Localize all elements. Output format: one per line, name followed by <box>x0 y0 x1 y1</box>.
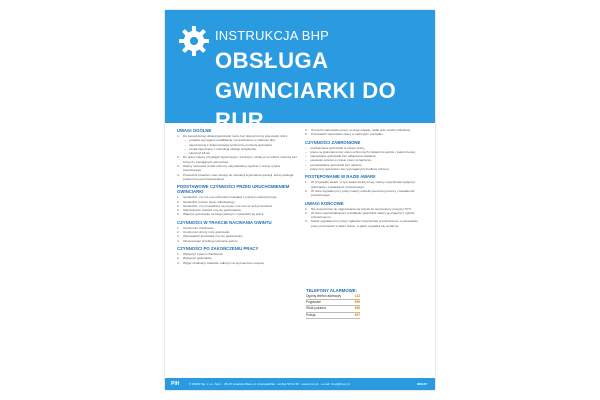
poster-content <box>165 128 435 378</box>
publisher-info: © ZNOR Sp. z o.o. Sp.k. · 86-07 Gdańsk-Oliwa, ul. Grunwaldzka · tel./fax 58 34 50 · www.znoz.pl · e-mail: znoz@znoz.pl <box>189 382 350 386</box>
section-title: CZYNNOŚCI W TRAKCIE NACINANIA GWINTU <box>177 219 272 225</box>
list-item: 3. Wyjąć obrabiany materiał i odłożyć na wyznaczone miejsce. <box>177 260 265 265</box>
phone-row: Ogólny telefon alarmowy 112 <box>306 294 360 300</box>
list-subitem: – posiada wymagane kwalifikacje i przeszkolenie w zakresie bhp, <box>177 138 297 142</box>
list-item: – pozostawianie gwinciarki bez nadzoru, <box>305 163 423 167</box>
list-item: 1. Do samodzielnej obsługi gwinciarki może być dopuszczony pracownik, który: <box>177 134 289 138</box>
list-item: 4. Obserwować przebieg nacinania gwintu. <box>177 238 239 243</box>
list-item: – usuwanie wiórów w czasie pracy urządzenia, <box>305 158 423 162</box>
phone-row: Pogotowie 999 <box>306 300 360 306</box>
list-item: 4. Oczyścić stanowisko pracy, usunąć odpady, opiłki oraz resztki chłodziwa. <box>305 128 411 132</box>
list-item: 2. Sprawdzić poziom płynu chłodzącego. <box>177 199 236 204</box>
section-before-start <box>177 184 297 216</box>
phone-row: Straż pożarna 998 <box>306 306 360 312</box>
list-item: 5. Pozostawić stanowisko pracy w należytym porządku. <box>305 132 384 137</box>
poster-subtitle: INSTRUKCJA BHP <box>215 28 330 43</box>
section-forbidden <box>305 140 423 172</box>
section-title: CZYNNOŚCI ZABRONIONE <box>305 139 361 145</box>
list-subitem: – został zapoznany z instrukcją obsługi urządzenia, <box>177 147 297 151</box>
list-item: 1. Wyłączyć system chłodzenia. <box>177 251 224 256</box>
section-after <box>177 246 297 265</box>
list-item: 2. W razie nieprawidłowości w działaniu gwinciarki należy ją wyłączyć i zgłosić przełożonemu. <box>305 210 415 220</box>
list-item: 3. Każdy wypadek przy pracy zgłaszać natychmiast przełożonemu, a stanowisko pracy pozostawić w takim stanie, w jakim wypadek się wydarzył. <box>305 219 418 228</box>
section-title: POSTĘPOWANIE W RAZIE AWARII <box>305 174 376 180</box>
list-item: 1. Nie dopuszczać do nagrzewania się łożysk do temperatury powyżej 70°C. <box>305 206 413 211</box>
list-item: 4. Pracownik powinien mieć dostęp do instrukcji wykonania operacji, której obsługa powierzona jest pracownikowi. <box>177 172 294 181</box>
list-item: – praca na gwinciarce bez osłon ochronnych (zwłaszcza gwintu i zakończenia), <box>305 150 423 154</box>
section-after-continued <box>305 128 423 137</box>
poster-code: IBS137 <box>416 382 427 386</box>
left-column <box>177 128 297 268</box>
section-title: UWAGI OGÓLNE <box>177 128 212 133</box>
section-emergency <box>305 174 423 197</box>
list-item: – naprawianie gwinciarki bez odłączenia zasilania, <box>305 154 423 158</box>
section-title: CZYNNOŚCI PO ZAKOŃCZENIU PRACY <box>177 245 259 251</box>
list-item: 2. W razie wypadku przy pracy należy udzielić pierwszej pomocy i zawiadomić przełożonego. <box>305 188 415 198</box>
list-item: 2. Do pracy należy przystąpić wypoczętym, trzeźwym, ubranym w odzież roboczą bez luźnych i zwisających elementów. <box>177 155 297 164</box>
poster-title <box>215 46 435 136</box>
poster-footer <box>165 378 435 390</box>
gear-icon <box>177 24 211 58</box>
section-final-notes <box>305 201 423 228</box>
list-item: 5. Włączyć gwinciarkę na biegu jałowym i sprawdzić jej pracę. <box>177 212 265 217</box>
title-line-1: OBSŁUGA <box>215 48 329 73</box>
list-item: 1. Sprawdzić, czy nie ma uszkodzeń instalacji i osprzętu elektrycznego. <box>177 195 278 200</box>
right-column <box>305 128 423 231</box>
list-subitem: – ukończył 18 lat. <box>177 151 297 155</box>
list-item: 3. Należy stosować środki ochrony indywidualnej zgodnie z oceną ryzyka zawodowego. <box>177 164 280 173</box>
list-item: 2. Uruchomić obroty noży gwinciarki. <box>177 230 230 235</box>
list-item: 3. Wprowadzić końcówkę rury do gwintownicy. <box>177 234 244 239</box>
phone-row: Policja 997 <box>306 313 360 319</box>
publisher-logo: PIH <box>171 381 180 387</box>
list-item: 4. Odpowiednio ustawić rurę do gwintowania. <box>177 208 242 213</box>
list-item: – uruchamianie gwinciarki w czasie pracy, <box>305 146 423 150</box>
section-title: UWAGI KOŃCOWE <box>305 200 344 206</box>
emergency-phones <box>306 288 360 319</box>
list-item: 1. Uruchomić chłodzenie. <box>177 225 215 230</box>
title-line-2: GWINCIARKI DO RUR <box>215 78 397 133</box>
list-item: 2. Wyłączyć gwinciarkę. <box>177 256 213 261</box>
list-item: – praca przy gwinciarce bez wymaganych środków ochrony. <box>305 167 423 171</box>
section-title: PODSTAWOWE CZYNNOŚCI PRZED URUCHOMIENIEM GWINCIARKI <box>177 184 290 195</box>
list-item: 1. W przypadku awarii, w tym awarii elektrycznej, należy natychmiast wyłączyć gwinciarkę i powiadomić przełożonego. <box>305 180 416 189</box>
section-during <box>177 220 297 243</box>
safety-poster <box>165 10 435 390</box>
phones-title: TELEFONY ALARMOWE: <box>306 288 358 293</box>
list-item: 3. Sprawdzić, czy prowadnice są czyste i nie ma na nich przeszkód. <box>177 203 273 208</box>
list-subitem: – zapoznał się z dokumentacją techniczno-ruchową gwinciarki, <box>177 143 297 147</box>
section-general <box>177 128 297 181</box>
